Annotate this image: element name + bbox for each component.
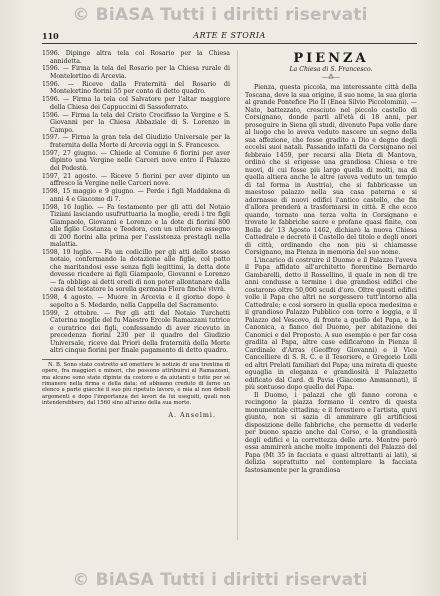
chronology-entry: 1596. — Firma la tela del Rosario per la Chiesa rurale di Montelortino di Arcevia. bbox=[42, 65, 230, 80]
right-column bbox=[245, 50, 417, 474]
chronology-entry: 1599, 2 ottobre. — Per gli atti del Notaio Turchetti Caterina moglie del fu Maestro Ercole Ramazzani tutrice e curatrice dei figli, confessando di aver ricevuto in precedenza fiorini 230 per il quadro del Giudizio Universale, riceve dai Priori della fraternità della Morte altri cinque fiorini per finale pagamento di detto quadro. bbox=[42, 309, 230, 355]
watermark-bottom: © BiASA Tutti i diritti riservati bbox=[72, 570, 368, 590]
page-header bbox=[42, 31, 417, 43]
article-subtitle: La Chiesa di S. Francesco. bbox=[289, 66, 373, 73]
article-paragraph: Pienza, questa piccola, ma interessante città della Toscana, deve la sua origine, il suo nome, la sua gloria al grande Pontefice Pio II (Enea Silvio Piccolomini). — Nato, battezzato, cresciuto nel piccolo castello di Corsignano, donde partì all'età di 18 anni, per proseguire in Siena gli studi, divenuto Papa volle dare al luogo che lo aveva veduto nascere un segno della sua affezione, che fosse gradito a Dio e degno degli eccelsi suoi natali. Passando infatti da Corsignano nel febbraio 1459, per recarsi alla Dieta di Mantova, ordinò che si erigesse una grandiosa Chiesa e tre nuovi, di cui fosse più largo quella di molti, ma di quella altiera anche le altre (aveva veduto un tempio di tal forma in Austria), che si fabbricasse un maestoso palazzo nella sua casa paterna e si adornasse di nuovi edifici l'antico castello, che fin d'allora prenderà a trasformarsi in città. E che ecco quando, tornato una terza volta in Corsignano e trovate le fabbriche sacre e profane quasi finite, con Bolla de' 13 Agosto 1462, dichiarò la nuova Chiesa Cattedrale e decretò il Castello del titolo e degli onori di città, ordinando che non più si chiamasse Corsignano, ma Pienza in memoria del suo nome. bbox=[245, 84, 417, 256]
watermark-top: © BiASA Tutti i diritti riservati bbox=[72, 5, 368, 25]
page-number: 110 bbox=[42, 31, 59, 41]
chronology-entry: 1598, 16 luglio. — Fa testamento per gli atti del Notaio Tiziani lasciando usufruttuaria la moglie, eredi i tre figli Giampaolo, Giovanni e Lorenzo e la dote di fiorini 800 alle figlie Costanza e Teodora, con un ulteriore assegno di 200 fiorini alla prima per l'assistenza prestagli nella malattia. bbox=[42, 203, 230, 249]
chronology-entry: 1596. — Riceve dalla Fraternità del Rosario di Montelortino fiorini 55 per conto di detto quadro. bbox=[42, 80, 230, 96]
chronology-entry: 1598, 15 maggio e 9 giugno. — Perde i figli Maddalena di anni 4 e Giacomo di 7. bbox=[42, 188, 230, 203]
author-signature: A. Anselmi. bbox=[168, 410, 216, 419]
chronology-entry: 1596. Dipinge altra tela col Rosario per la Chiesa annidetta. bbox=[42, 50, 230, 65]
chronology-entry: 1597, 21 agosto. — Riceve 5 fiorini per aver dipinto un affresco la Vergine nelle Carceri nove. bbox=[42, 172, 230, 188]
chronology-entry: 1596. — Firma la tela del Cristo Crocifisso la Vergine e S. Giovanni per la Chiesa Abbaziale di S. Lorenzo in Campo. bbox=[42, 111, 230, 134]
article-title: PIENZA bbox=[293, 51, 369, 66]
footnote: N. B. Sono stato costretto ad omettere le notizie di una trentina di opere, fra maggiori e minori, che possono attribuirsi al Ramazzani, ma alcune sono state dipinte da costoro e da aiutanti e tutte per sé rimanere nella firma e della data; ed abbiamo creduto di farne un elenco a parte giacché il suo più ripetuto lavoro, e mia al non deboli argomenti e dopo l'importanza dei lavori da lui eseguiti, quali non intenderebbero, dal 1560 sino all'anno della sua morte. bbox=[42, 359, 230, 407]
ornament-divider: —⁂— bbox=[322, 74, 340, 81]
left-column bbox=[42, 50, 230, 419]
chronology-entry: 1596. — Firma la tela col Salvatore per l'altar maggiore della Chiesa dei Cappuccini di Sassoferrato. bbox=[42, 96, 230, 111]
header-rule bbox=[42, 43, 417, 44]
chronology-entry: 1597, 27 giugno. — Chiede al Comune 6 fiorini per aver dipinto una Vergine nelle Carceri nove entro il Palazzo del Podestà. bbox=[42, 149, 230, 172]
article-paragraph: L'incarico di costruire il Duomo e il Palazzo l'aveva il Papa affidato all'architetto fiorentino Bernardo Gambarelli, detto il Rossellino, il quale in non di tre anni condusse a termine i due grandiosi edifici che costarono oltre 50,000 scudi d'oro. Oltre questi edifici volle il Papa che altri ne sorgessero tutt'intorno alla Cattedrale; e così sorsero in quella epoca medesima e il grandioso Palazzo Pubblico con torre e loggia, e il Palazzo del Vescovo, di fronte a quello del Papa, e la Canonica, a fianco del Duomo, per abitazione dei Canonici e del Proposto. A suo esempio e per far cosa gradita al Papa, altre case edificarono in Pienza il Cardinale d'Arras (Geoffroy Giovanni) e il Vice Cancelliere di S. R. C. e il Tesoriere, e Gregorio Lolli ed altri Prelati familiari del Papa; una mirata di queste eguaglia in eleganza e grandiosità il Palazzetto edificato dal Card. di Pavia (Giacomo Ammannati), il più sontuoso dopo quello del Papa. bbox=[245, 256, 417, 391]
chronology-entry: 1597. — Firma la gran tela del Giudizio Universale per la fraternita della Morte di Arcevia oggi in S. Francesco. bbox=[42, 134, 230, 149]
article-paragraph: Il Duomo, i palazzi che gli fanno corona e recingono la piazza formano il centro di questa monumentale cittadina; e il forestiero e l'artista, quivi giunto, non si sazia di ammirare gli artificiosi disposizione delle fabbriche, che permette di vederle per buono spazio anche dal Corso, e la grandiosità degli edifici e la correttezza delle arte. Mentre però essa ammirerà anche molte imponenti del Palazzo del Papa (Mt 35 in facciata e quasi altrettanti ai lati), si delizia soprattutto nel contemplare la facciata fastosamente per la grandiosa bbox=[245, 391, 417, 474]
running-title: ARTE E STORIA bbox=[193, 31, 266, 40]
chronology-entry: 1598, 19 luglio. — Fa un codicillo per gli atti dello stesso notaio, confermando la dotazione alle figlie, col patto che maritandosi esse senza figli legittimi, la detta dote dovesse ricadere ai figli Giampaolo, Giovanni e Lorenzo — fa obbligo ai detti eredi di non poter allontanare dalla casa del testatore la sorella germana Flora finchè vivrà. bbox=[42, 248, 230, 294]
chronology-entry: 1598, 4 agosto. — Muore in Arcevia e il giorno dopo è sepolto a S. Medardo, nella Cappella del Sacramento. bbox=[42, 294, 230, 309]
column-divider bbox=[237, 50, 238, 540]
